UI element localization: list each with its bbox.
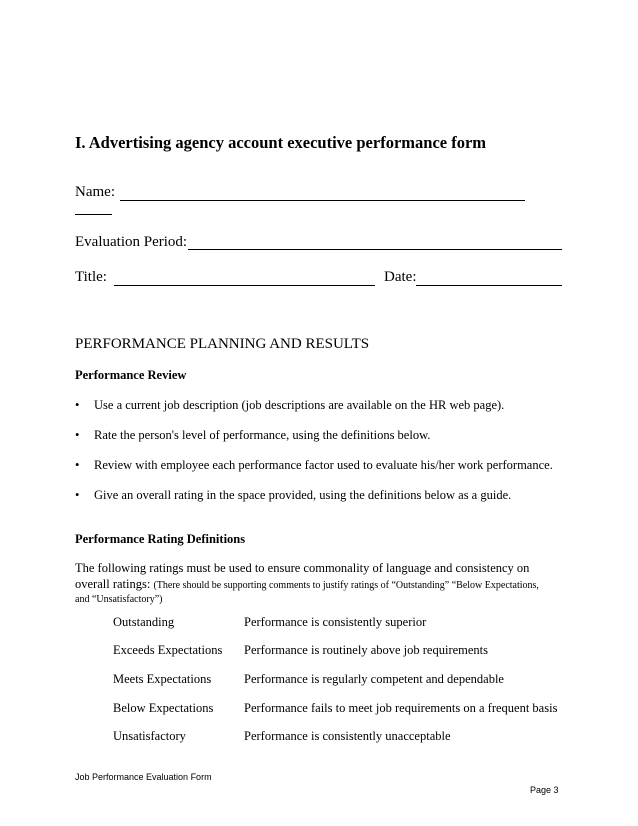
definitions-intro-line1: The following ratings must be used to ensure commonality of language and consistency on <box>75 561 530 575</box>
definitions-intro-line2: overall ratings: (There should be supporting comments to justify ratings of “Outstanding” “Below Expectations, <box>75 577 539 591</box>
list-item: • Rate the person's level of performance, using the definitions below. <box>75 428 431 442</box>
list-item: • Review with employee each performance factor used to evaluate his/her work performance. <box>75 458 553 472</box>
title-label: Title: <box>75 269 107 285</box>
performance-review-heading: Performance Review <box>75 368 187 382</box>
section-heading: PERFORMANCE PLANNING AND RESULTS <box>75 336 370 352</box>
bullet-icon: • <box>75 458 80 472</box>
rating-term: Exceeds Expectations <box>113 643 223 657</box>
rating-definition: Performance is consistently unacceptable <box>244 729 451 743</box>
rating-definitions-heading: Performance Rating Definitions <box>75 532 246 546</box>
date-field[interactable] <box>416 285 562 286</box>
rating-definition: Performance fails to meet job requirements on a frequent basis <box>244 701 558 715</box>
page-number: Page 3 <box>530 785 559 795</box>
evaluation-period-field[interactable] <box>188 249 562 250</box>
title-field[interactable] <box>114 285 375 286</box>
rating-term: Meets Expectations <box>113 672 212 686</box>
name-field-continuation[interactable] <box>75 214 112 215</box>
definitions-intro-note: and “Unsatisfactory”) <box>75 594 163 605</box>
bullet-icon: • <box>75 488 80 502</box>
list-item: • Give an overall rating in the space provided, using the definitions below as a guide. <box>75 488 512 502</box>
rating-term: Below Expectations <box>113 701 214 715</box>
footer-form-name: Job Performance Evaluation Form <box>75 772 212 782</box>
rating-definition: Performance is consistently superior <box>244 615 427 629</box>
form-title: I. Advertising agency account executive performance form <box>75 133 487 152</box>
list-item: • Use a current job description (job descriptions are available on the HR web page). <box>75 398 505 412</box>
rating-term: Outstanding <box>113 615 175 629</box>
date-label: Date: <box>384 269 417 285</box>
evaluation-period-label: Evaluation Period: <box>75 234 188 250</box>
name-label: Name: <box>75 184 115 200</box>
rating-definition: Performance is routinely above job requirements <box>244 643 489 657</box>
bullet-icon: • <box>75 428 80 442</box>
rating-definition: Performance is regularly competent and dependable <box>244 672 504 686</box>
rating-term: Unsatisfactory <box>113 729 186 743</box>
bullet-icon: • <box>75 398 80 412</box>
name-field[interactable] <box>120 200 525 201</box>
